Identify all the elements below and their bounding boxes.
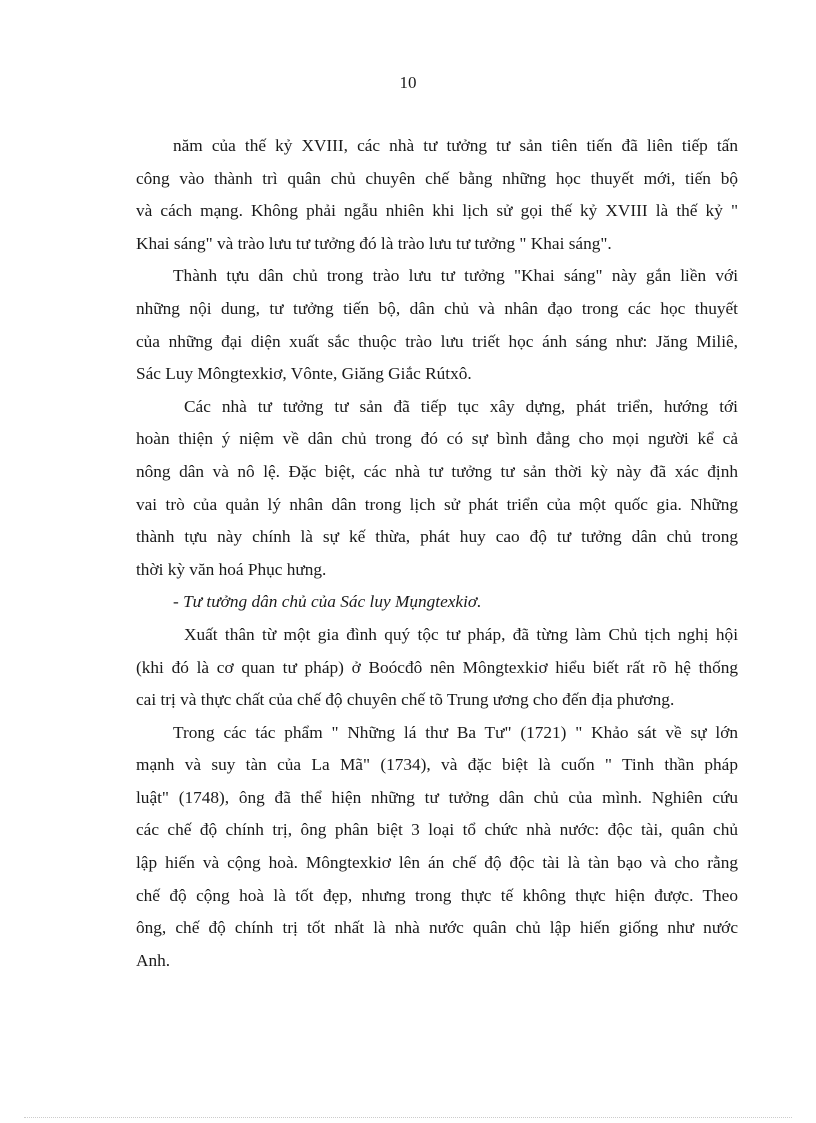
text-line: của những đại diện xuất sắc thuộc trào lưu triết học ánh sáng như: Jăng Miliê,	[136, 331, 738, 351]
body-text	[136, 130, 738, 977]
text-line: thời kỳ văn hoá Phục hưng.	[136, 559, 327, 579]
text-line: những nội dung, tư tưởng tiến bộ, dân chủ và nhân đạo trong các học thuyết	[136, 298, 738, 318]
text-line: năm của thế kỷ XVIII, các nhà tư tưởng tư sản tiên tiến đã liên tiếp tấn	[173, 136, 738, 155]
text-line: vai trò của quản lý nhân dân trong lịch sử phát triển của một quốc gia. Những	[136, 494, 738, 514]
text-line: nông dân và nô lệ. Đặc biệt, các nhà tư tưởng tư sản thời kỳ này đã xác định	[136, 461, 738, 481]
text-line: hoàn thiện ý niệm về dân chủ trong đó có sự bình đẳng cho mọi người kể cả	[136, 429, 738, 449]
text-line: các chế độ chính trị, ông phân biệt 3 loại tổ chức nhà nước: độc tài, quân chủ	[136, 820, 738, 840]
text-line: ông, chế độ chính trị tốt nhất là nhà nước quân chủ lập hiến giống như nước	[136, 918, 738, 938]
text-line: và cách mạng. Không phải ngẫu nhiên khi lịch sử gọi thế kỷ XVIII là thế kỷ "	[136, 201, 738, 221]
text-line: công vào thành trì quân chủ chuyên chế bằng những học thuyết mới, tiến bộ	[136, 168, 738, 188]
text-line: Trong các tác phẩm " Những lá thư Ba Tư" (1721) " Khảo sát về sự lớn	[173, 722, 738, 742]
text-line: luật" (1748), ông đã thể hiện những tư tưởng dân chủ của mình. Nghiên cứu	[136, 787, 738, 807]
text-line: mạnh và suy tàn của La Mã" (1734), và đặc biệt là cuốn " Tinh thần pháp	[136, 755, 738, 775]
text-line: thành tựu này chính là sự kế thừa, phát huy cao độ tư tưởng dân chủ trong	[136, 527, 738, 547]
text-line: Xuất thân từ một gia đình quý tộc tư pháp, đã từng làm Chủ tịch nghị hội	[184, 624, 738, 644]
text-line: (khi đó là cơ quan tư pháp) ở Boócđô nên Môngtexkiơ hiểu biết rất rõ hệ thống	[136, 657, 738, 677]
text-line: chế độ cộng hoà là tốt đẹp, nhưng trong thực tế không thực hiện được. Theo	[136, 885, 738, 905]
text-line: Sác Luy Môngtexkiơ, Vônte, Giăng Giắc Rútxô.	[136, 364, 472, 384]
text-line: Các nhà tư tưởng tư sản đã tiếp tục xây dựng, phát triển, hướng tới	[184, 396, 738, 416]
text-line: cai trị và thực chất của chế độ chuyên chế tõ Trung ương cho đến địa phương.	[136, 690, 675, 710]
text-line: lập hiến và cộng hoà. Môngtexkiơ lên án chế độ độc tài là tàn bạo và cho rằng	[136, 853, 738, 873]
text-line: - Tư tưởng dân chủ của Sác luy Mụngtexkiơ.	[173, 592, 482, 612]
text-line: Anh.	[136, 950, 171, 970]
page-number: 10	[399, 73, 417, 92]
text-line: Thành tựu dân chủ trong trào lưu tư tưởng "Khai sáng" này gắn liền với	[173, 266, 738, 286]
text-line: Khai sáng" và trào lưu tư tưởng đó là trào lưu tư tưởng " Khai sáng".	[136, 233, 612, 253]
page-bottom-divider	[24, 1117, 792, 1118]
